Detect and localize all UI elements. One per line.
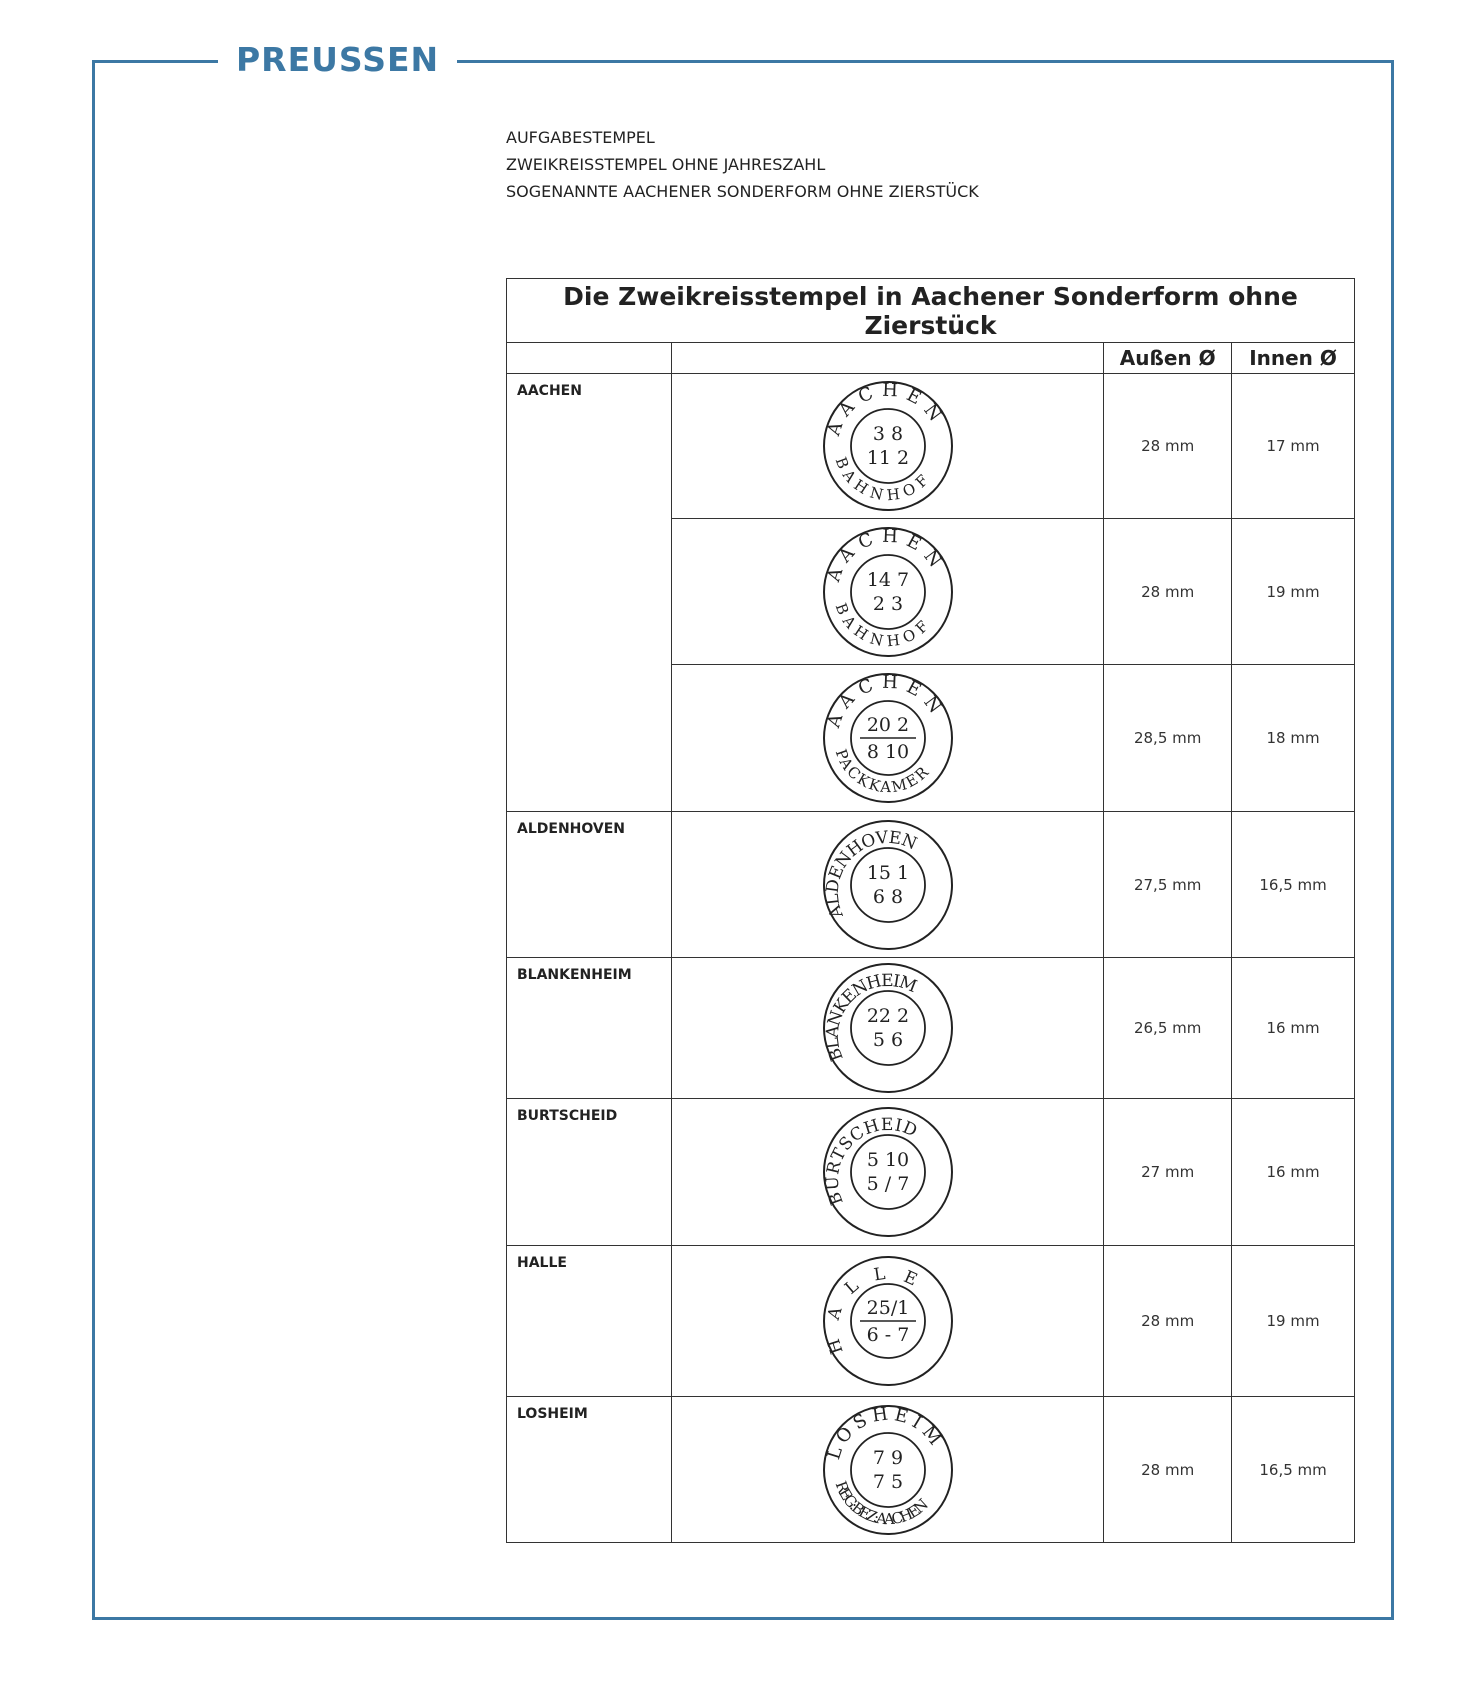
stamp-cell <box>671 1099 1103 1246</box>
stamp-top-text: HALLE <box>823 1263 920 1357</box>
stamp-time-line: 11 2 <box>866 447 909 469</box>
stamp-inner-ring <box>851 1135 925 1209</box>
stamp-table <box>506 278 1355 1543</box>
stamp-date-line: 20 2 <box>866 714 909 736</box>
place-name: HALLE <box>507 1246 672 1397</box>
stamp-top-text: AACHEN <box>822 671 946 731</box>
postmark-stamp <box>818 668 958 808</box>
inner-diameter: 19 mm <box>1232 1246 1355 1397</box>
stamp-time-line: 6 - 7 <box>866 1324 909 1346</box>
stamp-time-line: 7 5 <box>872 1470 903 1493</box>
stamp-top-text: LOSHEIM <box>822 1403 946 1462</box>
stamp-cell <box>671 958 1103 1099</box>
outer-diameter: 26,5 mm <box>1104 958 1232 1099</box>
inner-diameter: 16,5 mm <box>1232 1397 1355 1543</box>
stamp-time-line: 5 6 <box>872 1029 903 1051</box>
subtitle-block <box>506 124 979 205</box>
postmark-stamp <box>818 376 958 516</box>
table-row <box>507 958 1355 1099</box>
header-inner-diameter: Innen Ø <box>1232 343 1355 374</box>
place-name: BURTSCHEID <box>507 1099 672 1246</box>
stamp-top-text: AACHEN <box>822 525 946 584</box>
stamp-time-line: 5 / 7 <box>866 1173 909 1195</box>
header-outer-diameter: Außen Ø <box>1104 343 1232 374</box>
place-name: AACHEN <box>507 374 672 812</box>
stamp-cell <box>671 665 1103 812</box>
stamp-bottom-text: PACKKAMER <box>831 746 932 797</box>
stamp-date-line: 15 1 <box>866 861 909 884</box>
outer-diameter: 28 mm <box>1104 1246 1232 1397</box>
postmark-stamp <box>818 522 958 662</box>
stamp-bottom-text: BAHNHOF <box>831 600 932 650</box>
outer-diameter: 28 mm <box>1104 519 1232 665</box>
postmark-stamp <box>818 1102 958 1242</box>
postmark-stamp <box>818 958 958 1098</box>
stamp-inner-ring <box>851 1433 925 1507</box>
stamp-date-line: 3 8 <box>872 423 903 445</box>
stamp-top-text: AACHEN <box>822 379 946 439</box>
table-row <box>507 1099 1355 1246</box>
outer-diameter: 28 mm <box>1104 374 1232 519</box>
stamp-top-text: BURTSCHEID <box>822 1114 920 1208</box>
table-row <box>507 1397 1355 1543</box>
stamp-cell <box>671 1397 1103 1543</box>
stamp-inner-ring <box>851 991 925 1065</box>
stamp-top-text: BLANKENHEIM <box>822 970 920 1064</box>
inner-diameter: 17 mm <box>1232 374 1355 519</box>
table-title: Die Zweikreisstempel in Aachener Sonderform ohne Zierstück <box>507 279 1355 343</box>
stamp-cell <box>671 1246 1103 1397</box>
table-row <box>507 374 1355 519</box>
table-row <box>507 812 1355 958</box>
subtitle-line: ZWEIKREISSTEMPEL OHNE JAHRESZAHL <box>506 155 826 174</box>
table-row <box>507 1246 1355 1397</box>
stamp-time-line: 2 3 <box>872 592 903 615</box>
outer-diameter: 27 mm <box>1104 1099 1232 1246</box>
stamp-date-line: 25/1 <box>866 1297 909 1319</box>
subtitle-line: SOGENANNTE AACHENER SONDERFORM OHNE ZIERSTÜCK <box>506 182 979 201</box>
stamp-top-text: ALDENHOVEN <box>822 827 920 921</box>
place-name: ALDENHOVEN <box>507 812 672 958</box>
header-place <box>507 343 672 374</box>
stamp-date-line: 7 9 <box>872 1446 903 1469</box>
stamp-date-line: 14 7 <box>866 568 909 591</box>
outer-diameter: 28 mm <box>1104 1397 1232 1543</box>
stamp-date-line: 22 2 <box>866 1005 909 1027</box>
stamp-cell <box>671 812 1103 958</box>
stamp-bottom-text: BAHNHOF <box>831 454 932 505</box>
inner-diameter: 19 mm <box>1232 519 1355 665</box>
postmark-stamp <box>818 1251 958 1391</box>
inner-diameter: 16 mm <box>1232 1099 1355 1246</box>
header-stamp <box>671 343 1103 374</box>
inner-diameter: 16 mm <box>1232 958 1355 1099</box>
postmark-stamp <box>818 815 958 955</box>
stamp-inner-ring <box>851 555 925 629</box>
place-name: BLANKENHEIM <box>507 958 672 1099</box>
subtitle-line: AUFGABESTEMPEL <box>506 128 655 147</box>
stamp-inner-ring <box>851 848 925 922</box>
inner-diameter: 16,5 mm <box>1232 812 1355 958</box>
postmark-stamp <box>818 1400 958 1540</box>
stamp-cell <box>671 519 1103 665</box>
stamp-time-line: 6 8 <box>872 885 903 908</box>
stamp-bottom-text: REG:BEZ:AACHEN <box>831 1478 932 1528</box>
stamp-time-line: 8 10 <box>866 741 909 763</box>
inner-diameter: 18 mm <box>1232 665 1355 812</box>
place-name: LOSHEIM <box>507 1397 672 1543</box>
stamp-inner-ring <box>851 409 925 483</box>
outer-diameter: 27,5 mm <box>1104 812 1232 958</box>
stamp-cell <box>671 374 1103 519</box>
page-title: PREUSSEN <box>218 40 457 79</box>
stamp-date-line: 5 10 <box>866 1149 909 1171</box>
outer-diameter: 28,5 mm <box>1104 665 1232 812</box>
